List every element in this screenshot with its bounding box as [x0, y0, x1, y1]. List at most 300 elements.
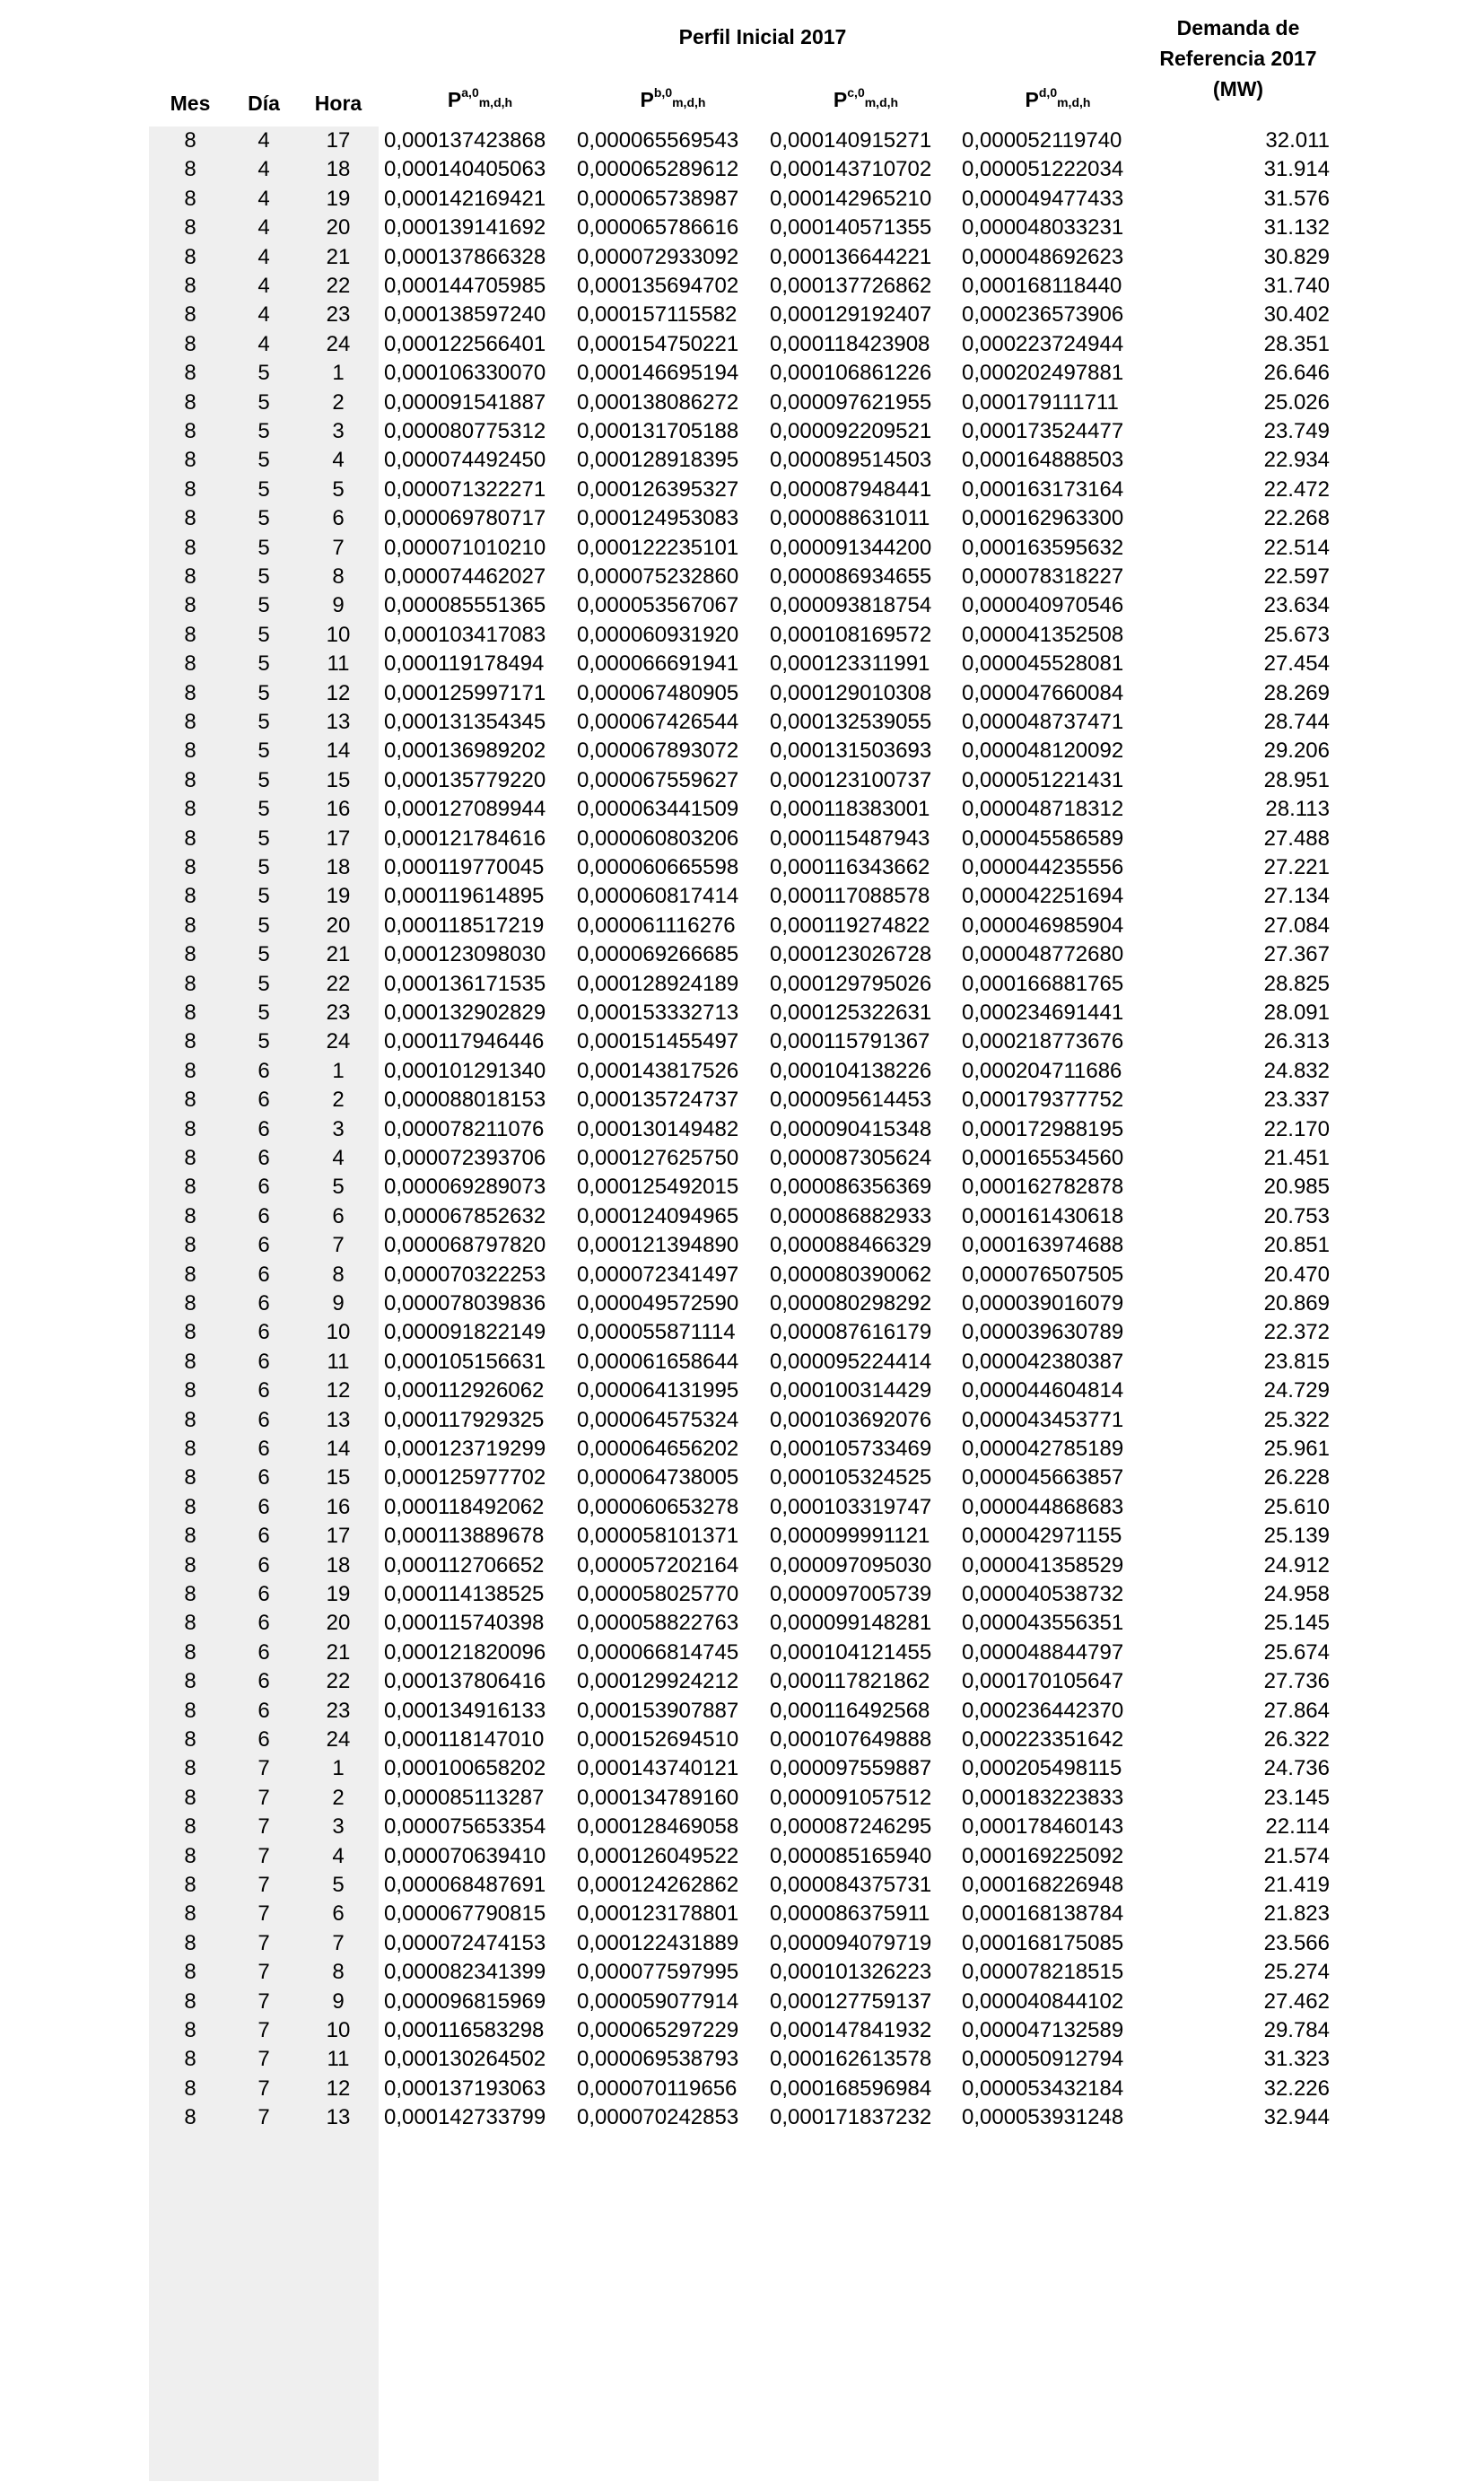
cell-dia: 6: [258, 1291, 270, 1315]
cell-pb: 0,000066691941: [577, 651, 739, 677]
cell-pc: 0,000080390062: [770, 1262, 932, 1287]
cell-pd: 0,000223351642: [962, 1727, 1124, 1752]
cell-pc: 0,000087616179: [770, 1320, 932, 1345]
cell-hora: 6: [332, 506, 345, 531]
cell-pb: 0,000128469058: [577, 1814, 739, 1840]
cell-pb: 0,000143740121: [577, 1756, 739, 1781]
cell-pc: 0,000104121455: [770, 1639, 932, 1665]
cell-hora: 8: [332, 1262, 345, 1287]
cell-demanda: 27.454: [1263, 651, 1330, 677]
header-pc-sup: c,0: [847, 85, 865, 100]
cell-pb: 0,000058101371: [577, 1524, 739, 1549]
cell-demanda: 30.829: [1263, 244, 1330, 269]
cell-demanda: 26.646: [1263, 361, 1330, 386]
cell-pa: 0,000134916133: [384, 1698, 546, 1723]
cell-mes: 8: [184, 1233, 196, 1258]
cell-dia: 4: [258, 128, 270, 153]
cell-hora: 20: [326, 913, 351, 938]
cell-pa: 0,000130264502: [384, 2047, 546, 2072]
cell-demanda: 22.170: [1263, 1116, 1330, 1141]
cell-pc: 0,000087246295: [770, 1814, 932, 1840]
cell-dia: 5: [258, 389, 270, 415]
cell-pa: 0,000069780717: [384, 506, 546, 531]
cell-pb: 0,000059077914: [577, 1988, 739, 2014]
cell-pb: 0,000069266685: [577, 942, 739, 967]
cell-hora: 20: [326, 1611, 351, 1636]
cell-pd: 0,000045663857: [962, 1465, 1124, 1490]
cell-mes: 8: [184, 128, 196, 153]
cell-pd: 0,000168226948: [962, 1873, 1124, 1897]
cell-pd: 0,000044604814: [962, 1378, 1124, 1403]
cell-pb: 0,000153332713: [577, 1001, 739, 1025]
cell-pd: 0,000179377752: [962, 1088, 1124, 1113]
cell-pb: 0,000060931920: [577, 622, 739, 647]
cell-dia: 5: [258, 506, 270, 531]
cell-dia: 4: [258, 157, 270, 182]
cell-dia: 5: [258, 419, 270, 443]
cell-pa: 0,000137193063: [384, 2076, 546, 2101]
cell-pa: 0,000071322271: [384, 476, 546, 502]
cell-mes: 8: [184, 1320, 196, 1345]
cell-mes: 8: [184, 680, 196, 705]
cell-pa: 0,000070322253: [384, 1262, 546, 1287]
cell-pd: 0,000183223833: [962, 1785, 1124, 1810]
cell-dia: 5: [258, 476, 270, 502]
cell-mes: 8: [184, 1785, 196, 1810]
cell-dia: 5: [258, 622, 270, 647]
cell-pc: 0,000105324525: [770, 1465, 932, 1490]
cell-pd: 0,000053931248: [962, 2105, 1124, 2130]
cell-demanda: 22.934: [1263, 448, 1330, 473]
header-pb-sub: m,d,h: [672, 95, 706, 109]
cell-pd: 0,000048737471: [962, 710, 1124, 734]
cell-pc: 0,000129795026: [770, 971, 932, 996]
cell-pb: 0,000061658644: [577, 1349, 739, 1374]
cell-dia: 5: [258, 535, 270, 560]
table-row: [0, 1202, 1484, 1231]
cell-mes: 8: [184, 157, 196, 182]
cell-hora: 7: [332, 1233, 345, 1258]
cell-pc: 0,000108169572: [770, 622, 932, 647]
cell-mes: 8: [184, 1407, 196, 1432]
table-row: [0, 1231, 1484, 1260]
cell-pa: 0,000080775312: [384, 419, 546, 443]
cell-hora: 16: [326, 797, 351, 822]
cell-pa: 0,000118492062: [384, 1494, 545, 1519]
cell-mes: 8: [184, 826, 196, 851]
table-row: [0, 359, 1484, 388]
header-demanda-line3: (MW): [1212, 77, 1264, 101]
cell-pa: 0,000125997171: [384, 680, 546, 705]
cell-pb: 0,000064656202: [577, 1437, 739, 1461]
cell-mes: 8: [184, 855, 196, 879]
cell-pd: 0,000168118440: [962, 274, 1122, 298]
cell-pc: 0,000119274822: [770, 913, 930, 938]
cell-mes: 8: [184, 535, 196, 560]
cell-hora: 9: [332, 1988, 345, 2014]
table-row: [0, 1697, 1484, 1726]
cell-demanda: 20.985: [1263, 1175, 1330, 1200]
cell-mes: 8: [184, 1175, 196, 1200]
cell-mes: 8: [184, 1873, 196, 1897]
table-row: [0, 272, 1484, 301]
header-pc: [772, 85, 960, 113]
cell-demanda: 22.114: [1265, 1814, 1330, 1840]
cell-pc: 0,000094079719: [770, 1930, 932, 1955]
cell-pd: 0,000223724944: [962, 331, 1124, 356]
cell-hora: 18: [326, 1552, 351, 1578]
table-row: [0, 882, 1484, 911]
cell-demanda: 21.574: [1263, 1843, 1330, 1868]
cell-pc: 0,000088466329: [770, 1233, 932, 1258]
cell-dia: 6: [258, 1175, 270, 1200]
cell-pc: 0,000132539055: [770, 710, 932, 734]
cell-pa: 0,000101291340: [384, 1058, 546, 1083]
cell-mes: 8: [184, 1058, 196, 1083]
cell-pb: 0,000064575324: [577, 1407, 739, 1432]
cell-hora: 3: [332, 1116, 345, 1141]
cell-dia: 7: [258, 1988, 270, 2014]
table-row: [0, 1464, 1484, 1492]
cell-pb: 0,000121394890: [577, 1233, 739, 1258]
cell-dia: 6: [258, 1146, 270, 1170]
cell-hora: 22: [326, 274, 351, 298]
cell-demanda: 30.402: [1263, 302, 1330, 328]
cell-hora: 9: [332, 1291, 345, 1315]
cell-pc: 0,000118423908: [770, 331, 930, 356]
table-row: [0, 737, 1484, 765]
cell-pd: 0,000052119740: [962, 128, 1122, 153]
cell-pc: 0,000084375731: [770, 1873, 932, 1897]
cell-dia: 5: [258, 1029, 270, 1054]
cell-pd: 0,000168138784: [962, 1901, 1124, 1927]
cell-pa: 0,000121820096: [384, 1639, 546, 1665]
header-pd-base: P: [1025, 88, 1039, 111]
cell-pa: 0,000103417083: [384, 622, 546, 647]
cell-demanda: 27.488: [1263, 826, 1330, 851]
cell-mes: 8: [184, 797, 196, 822]
cell-pb: 0,000146695194: [577, 361, 739, 386]
cell-dia: 7: [258, 1756, 270, 1781]
cell-pd: 0,000041358529: [962, 1552, 1124, 1578]
cell-pb: 0,000075232860: [577, 564, 739, 589]
cell-demanda: 25.610: [1263, 1494, 1330, 1519]
cell-pd: 0,000040844102: [962, 1988, 1124, 2014]
cell-pb: 0,000128924189: [577, 971, 739, 996]
cell-pd: 0,000170105647: [962, 1669, 1124, 1694]
cell-dia: 6: [258, 1407, 270, 1432]
cell-hora: 23: [326, 302, 351, 328]
cell-pd: 0,000042785189: [962, 1437, 1124, 1461]
cell-pa: 0,000078039836: [384, 1291, 546, 1315]
cell-pc: 0,000097559887: [770, 1756, 932, 1781]
cell-pc: 0,000131503693: [770, 739, 932, 764]
header-pb: [579, 85, 767, 113]
cell-hora: 19: [326, 884, 351, 909]
cell-pa: 0,000136989202: [384, 739, 546, 764]
cell-pd: 0,000163595632: [962, 535, 1124, 560]
cell-dia: 7: [258, 1785, 270, 1810]
cell-pd: 0,000051221431: [962, 767, 1124, 792]
cell-pa: 0,000114138525: [384, 1582, 545, 1606]
cell-demanda: 31.740: [1263, 274, 1330, 298]
cell-demanda: 24.958: [1263, 1582, 1330, 1606]
cell-hora: 7: [332, 1930, 345, 1955]
cell-hora: 1: [332, 1058, 345, 1083]
cell-demanda: 22.472: [1263, 476, 1330, 502]
table-row: [0, 1144, 1484, 1173]
cell-hora: 13: [326, 1407, 351, 1432]
cell-pd: 0,000048033231: [962, 215, 1124, 240]
cell-pb: 0,000135694702: [577, 274, 739, 298]
cell-dia: 5: [258, 593, 270, 618]
table-row: [0, 1057, 1484, 1086]
cell-demanda: 29.206: [1263, 739, 1330, 764]
cell-pc: 0,000171837232: [770, 2105, 932, 2130]
cell-demanda: 25.026: [1263, 389, 1330, 415]
cell-pd: 0,000044868683: [962, 1494, 1124, 1519]
cell-mes: 8: [184, 767, 196, 792]
cell-pb: 0,000138086272: [577, 389, 739, 415]
cell-pb: 0,000064131995: [577, 1378, 739, 1403]
cell-pc: 0,000086375911: [770, 1901, 930, 1927]
cell-pb: 0,000061116276: [577, 913, 736, 938]
cell-mes: 8: [184, 1582, 196, 1606]
cell-pb: 0,000131705188: [577, 419, 739, 443]
table-row: [0, 1667, 1484, 1696]
cell-mes: 8: [184, 302, 196, 328]
cell-pd: 0,000040970546: [962, 593, 1124, 618]
cell-hora: 17: [326, 128, 351, 153]
cell-demanda: 25.674: [1263, 1639, 1330, 1665]
cell-dia: 6: [258, 1698, 270, 1723]
cell-mes: 8: [184, 1203, 196, 1228]
cell-dia: 6: [258, 1058, 270, 1083]
cell-demanda: 28.825: [1263, 971, 1330, 996]
cell-pc: 0,000104138226: [770, 1058, 932, 1083]
cell-pa: 0,000072474153: [384, 1930, 546, 1955]
cell-hora: 12: [326, 1378, 351, 1403]
cell-hora: 4: [332, 1146, 345, 1170]
cell-pa: 0,000105156631: [384, 1349, 546, 1374]
cell-pc: 0,000101326223: [770, 1960, 932, 1985]
cell-pd: 0,000041352508: [962, 622, 1124, 647]
cell-pb: 0,000058822763: [577, 1611, 739, 1636]
table-row: [0, 1289, 1484, 1318]
cell-demanda: 32.011: [1265, 128, 1330, 153]
cell-demanda: 23.815: [1263, 1349, 1330, 1374]
cell-mes: 8: [184, 1930, 196, 1955]
cell-hora: 19: [326, 1582, 351, 1606]
cell-demanda: 27.134: [1263, 884, 1330, 909]
cell-mes: 8: [184, 186, 196, 211]
cell-pa: 0,000113889678: [384, 1524, 545, 1549]
cell-dia: 4: [258, 331, 270, 356]
cell-pa: 0,000122566401: [384, 331, 546, 356]
cell-dia: 5: [258, 797, 270, 822]
table-row: [0, 1435, 1484, 1464]
cell-hora: 14: [326, 739, 351, 764]
cell-dia: 6: [258, 1669, 270, 1694]
table-row: [0, 1318, 1484, 1347]
cell-demanda: 27.367: [1263, 942, 1330, 967]
cell-pc: 0,000093818754: [770, 593, 932, 618]
table-row: [0, 708, 1484, 737]
cell-dia: 5: [258, 767, 270, 792]
cell-pc: 0,000097005739: [770, 1582, 932, 1606]
cell-pa: 0,000132902829: [384, 1001, 546, 1025]
table-row: [0, 1929, 1484, 1958]
table-row: [0, 185, 1484, 214]
cell-pa: 0,000078211076: [384, 1116, 545, 1141]
cell-hora: 4: [332, 1843, 345, 1868]
table-row: [0, 1493, 1484, 1522]
cell-mes: 8: [184, 331, 196, 356]
table-row: [0, 999, 1484, 1027]
cell-mes: 8: [184, 1378, 196, 1403]
cell-pb: 0,000057202164: [577, 1552, 739, 1578]
cell-mes: 8: [184, 564, 196, 589]
cell-pb: 0,000151455497: [577, 1029, 739, 1054]
cell-mes: 8: [184, 1146, 196, 1170]
cell-mes: 8: [184, 593, 196, 618]
cell-demanda: 28.744: [1263, 710, 1330, 734]
cell-pc: 0,000086882933: [770, 1203, 932, 1228]
cell-dia: 5: [258, 826, 270, 851]
table-row: [0, 940, 1484, 969]
cell-demanda: 31.914: [1263, 157, 1330, 182]
header-dia: Día: [248, 92, 280, 115]
cell-pa: 0,000127089944: [384, 797, 546, 822]
cell-dia: 6: [258, 1727, 270, 1752]
cell-pd: 0,000204711686: [962, 1058, 1122, 1083]
cell-mes: 8: [184, 1552, 196, 1578]
cell-pc: 0,000142965210: [770, 186, 932, 211]
cell-pa: 0,000137866328: [384, 244, 546, 269]
cell-pb: 0,000135724737: [577, 1088, 739, 1113]
cell-demanda: 27.864: [1263, 1698, 1330, 1723]
table-row: [0, 1522, 1484, 1551]
cell-demanda: 26.228: [1263, 1465, 1330, 1490]
cell-demanda: 28.951: [1263, 767, 1330, 792]
table-row: [0, 476, 1484, 504]
cell-dia: 6: [258, 1320, 270, 1345]
cell-pc: 0,000087305624: [770, 1146, 932, 1170]
cell-pa: 0,000082341399: [384, 1960, 546, 1985]
cell-pa: 0,000068487691: [384, 1873, 546, 1897]
cell-demanda: 22.514: [1263, 535, 1330, 560]
cell-hora: 17: [326, 1524, 351, 1549]
cell-pc: 0,000140571355: [770, 215, 932, 240]
table-row: [0, 446, 1484, 475]
cell-pa: 0,000131354345: [384, 710, 546, 734]
cell-pd: 0,000042380387: [962, 1349, 1124, 1374]
cell-hora: 9: [332, 593, 345, 618]
cell-pd: 0,000078318227: [962, 564, 1124, 589]
cell-dia: 6: [258, 1611, 270, 1636]
table-row: [0, 563, 1484, 591]
cell-pb: 0,000070242853: [577, 2105, 739, 2130]
cell-hora: 23: [326, 1698, 351, 1723]
cell-demanda: 23.634: [1263, 593, 1330, 618]
cell-demanda: 25.961: [1263, 1437, 1330, 1461]
cell-demanda: 22.268: [1263, 506, 1330, 531]
cell-pa: 0,000118517219: [384, 913, 545, 938]
cell-mes: 8: [184, 913, 196, 938]
cell-pc: 0,000123100737: [770, 767, 932, 792]
cell-hora: 23: [326, 1001, 351, 1025]
cell-mes: 8: [184, 1262, 196, 1287]
cell-pd: 0,000164888503: [962, 448, 1124, 473]
cell-demanda: 29.784: [1263, 2018, 1330, 2042]
cell-demanda: 32.226: [1263, 2076, 1330, 2101]
cell-pc: 0,000140915271: [770, 128, 932, 153]
cell-pd: 0,000173524477: [962, 419, 1124, 443]
cell-pd: 0,000048120092: [962, 739, 1124, 764]
cell-mes: 8: [184, 1843, 196, 1868]
cell-pb: 0,000063441509: [577, 797, 739, 822]
cell-pb: 0,000067480905: [577, 680, 739, 705]
cell-demanda: 32.944: [1263, 2105, 1330, 2130]
cell-pc: 0,000090415348: [770, 1116, 932, 1141]
header-pa: [386, 85, 574, 113]
cell-pa: 0,000136171535: [384, 971, 546, 996]
cell-demanda: 21.451: [1263, 1146, 1330, 1170]
cell-dia: 5: [258, 651, 270, 677]
cell-pa: 0,000121784616: [384, 826, 546, 851]
cell-pd: 0,000045586589: [962, 826, 1124, 851]
table-row: [0, 155, 1484, 184]
cell-hora: 10: [326, 622, 351, 647]
table-row: [0, 825, 1484, 853]
cell-pb: 0,000072341497: [577, 1262, 739, 1287]
cell-mes: 8: [184, 1437, 196, 1461]
cell-hora: 4: [332, 448, 345, 473]
cell-pd: 0,000050912794: [962, 2047, 1124, 2072]
cell-pc: 0,000086934655: [770, 564, 932, 589]
cell-pa: 0,000074492450: [384, 448, 546, 473]
cell-pc: 0,000095224414: [770, 1349, 932, 1374]
cell-pc: 0,000103319747: [770, 1494, 932, 1519]
cell-dia: 6: [258, 1116, 270, 1141]
cell-pa: 0,000074462027: [384, 564, 546, 589]
cell-pc: 0,000107649888: [770, 1727, 932, 1752]
cell-pa: 0,000088018153: [384, 1088, 546, 1113]
cell-pc: 0,000123311991: [770, 651, 930, 677]
cell-pc: 0,000137726862: [770, 274, 932, 298]
cell-demanda: 25.139: [1263, 1524, 1330, 1549]
cell-dia: 6: [258, 1465, 270, 1490]
cell-mes: 8: [184, 448, 196, 473]
cell-pc: 0,000099991121: [770, 1524, 930, 1549]
cell-demanda: 23.749: [1263, 419, 1330, 443]
cell-pb: 0,000058025770: [577, 1582, 739, 1606]
cell-pc: 0,000147841932: [770, 2018, 932, 2042]
cell-mes: 8: [184, 1029, 196, 1054]
cell-pa: 0,000144705985: [384, 274, 546, 298]
cell-pa: 0,000100658202: [384, 1756, 546, 1781]
cell-hora: 21: [326, 942, 351, 967]
cell-demanda: 20.753: [1263, 1203, 1330, 1228]
cell-mes: 8: [184, 389, 196, 415]
cell-hora: 8: [332, 564, 345, 589]
cell-hora: 5: [332, 476, 345, 502]
cell-dia: 4: [258, 302, 270, 328]
cell-pd: 0,000163974688: [962, 1233, 1124, 1258]
cell-mes: 8: [184, 971, 196, 996]
table-row: [0, 970, 1484, 999]
cell-hora: 15: [326, 1465, 351, 1490]
